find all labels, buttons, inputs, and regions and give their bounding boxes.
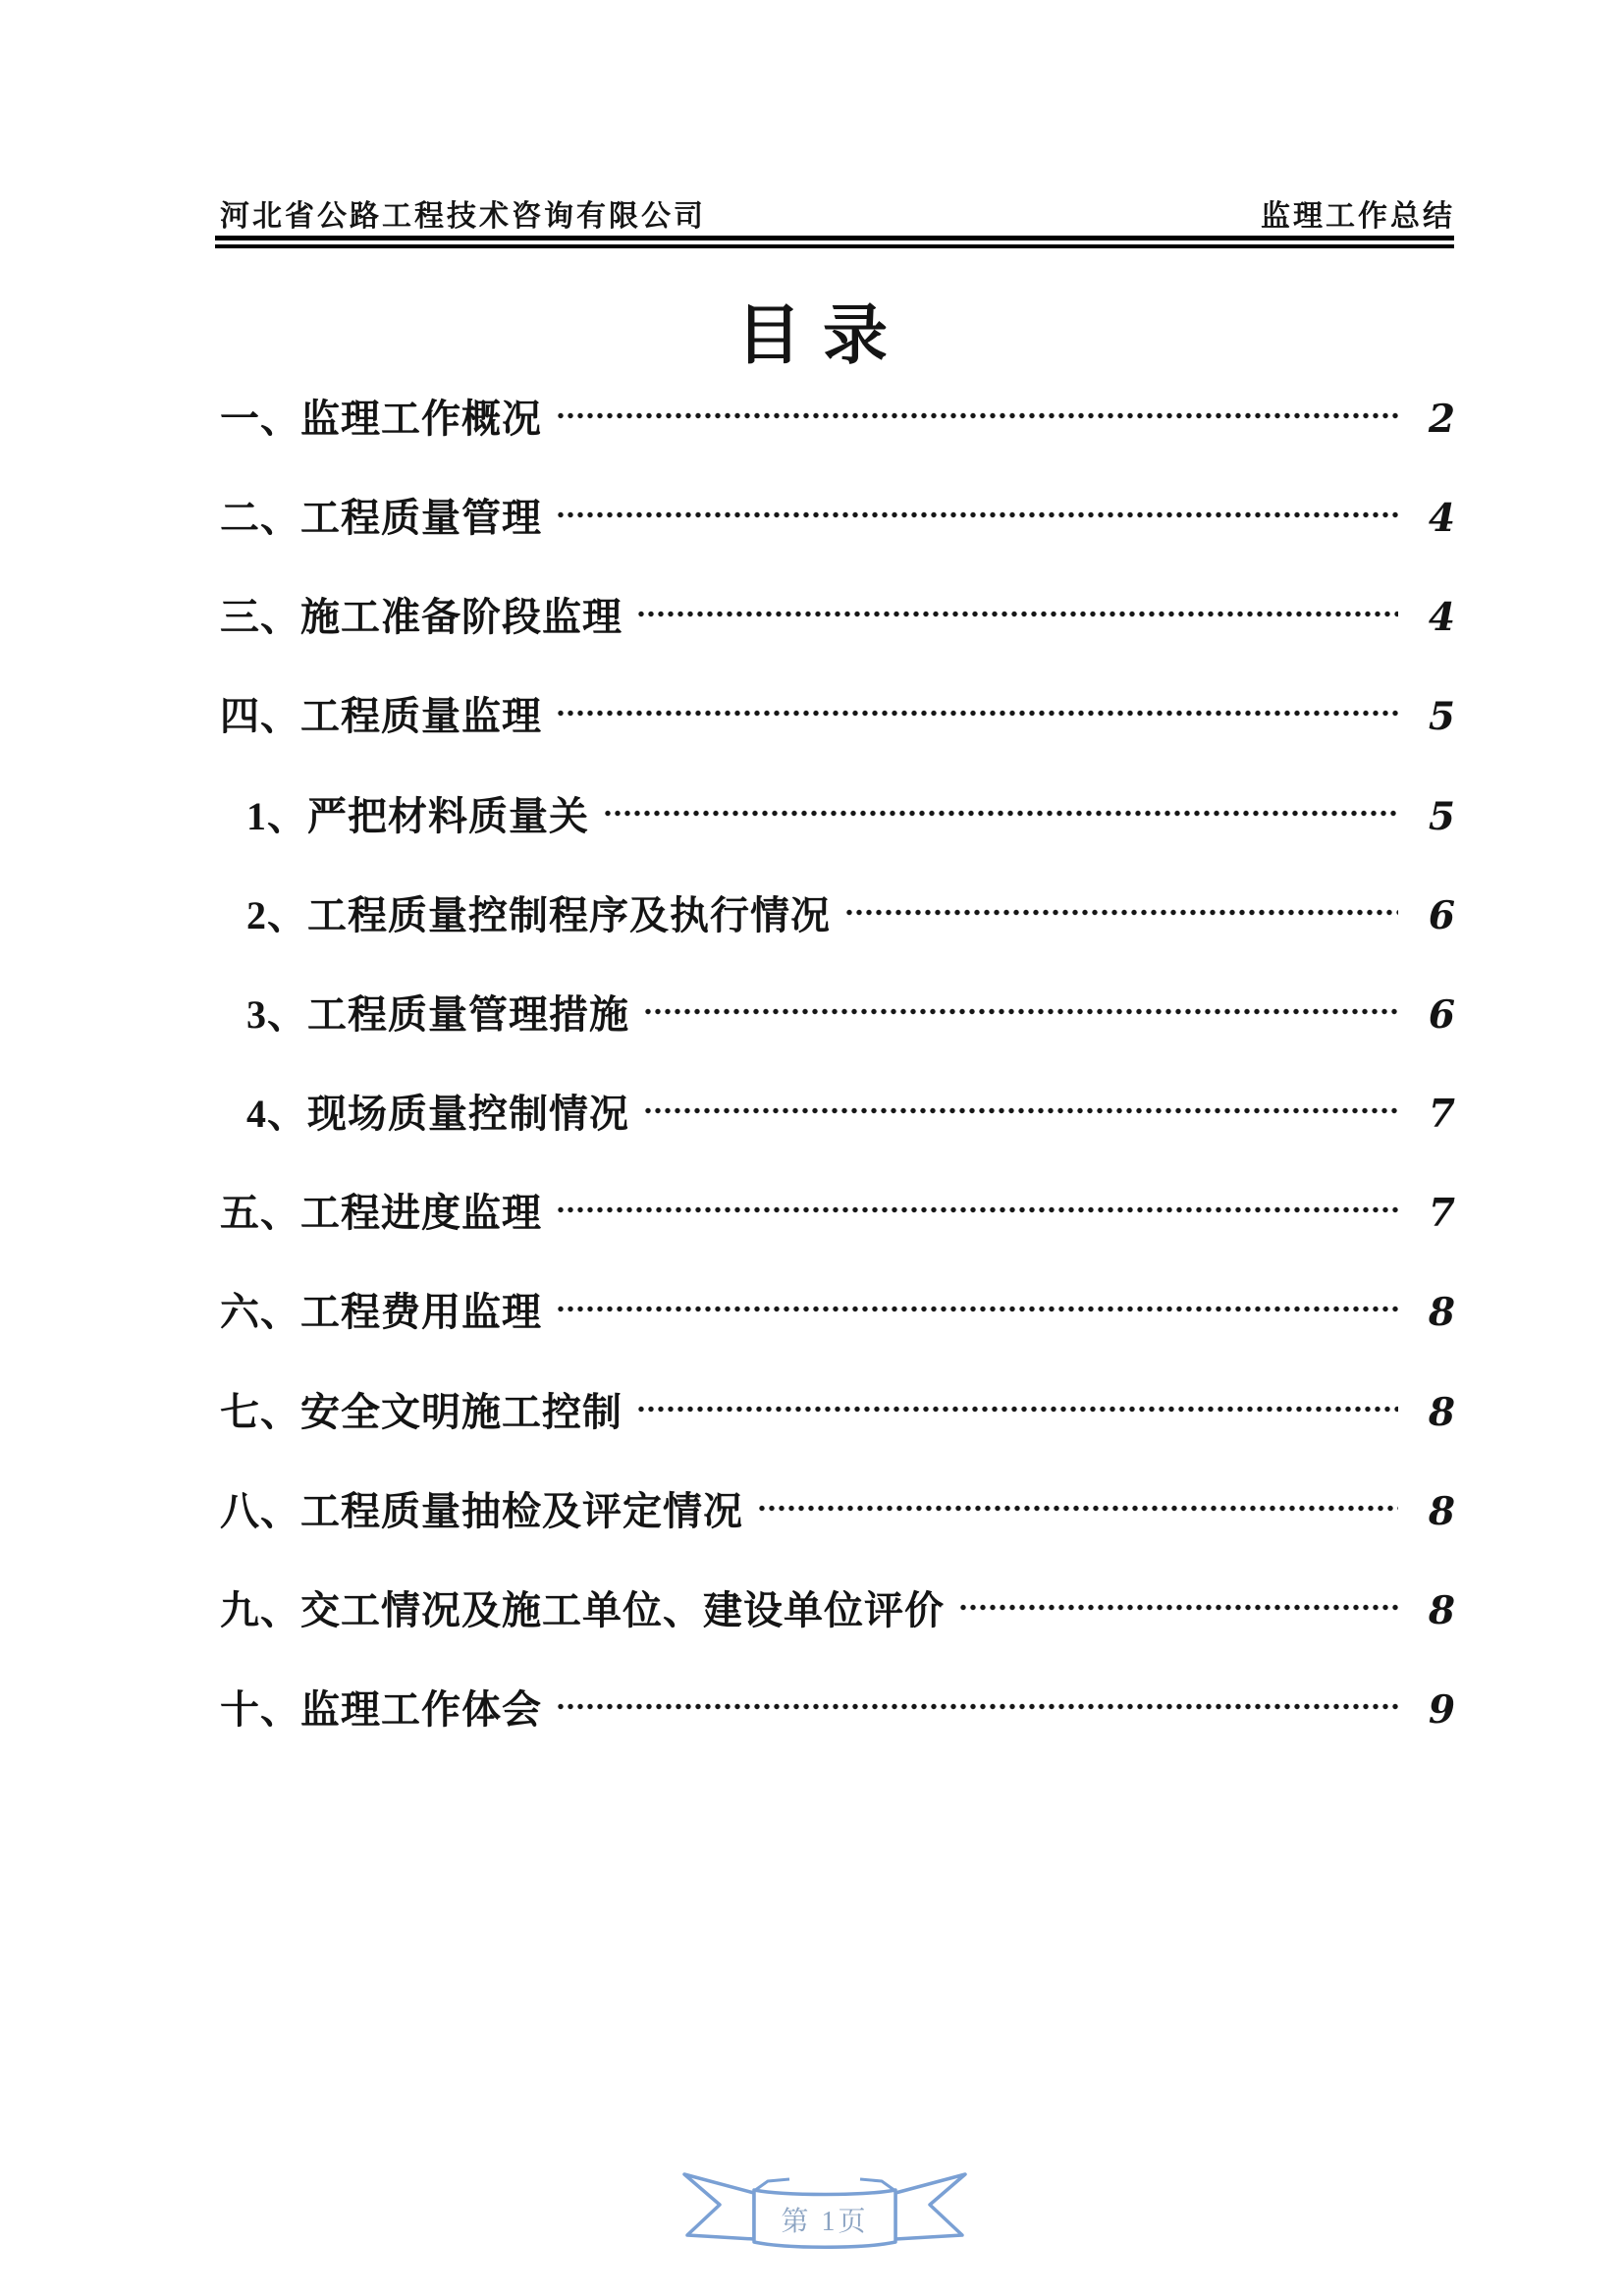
page-header [220,191,1455,235]
toc-entry-page: 7 [1428,1092,1455,1137]
ribbon-right-wing [895,2174,965,2239]
toc-entry-page: 6 [1428,893,1455,938]
page-title: 目录 [736,300,909,372]
toc-entry-page: 2 [1428,397,1455,442]
toc-entry-label: 1、严把材料质量关 [246,794,589,838]
toc-entry-page: 4 [1428,496,1455,541]
toc-entry-page: 8 [1428,1390,1455,1435]
dot-leader [556,510,1398,519]
dot-leader [757,1504,1398,1513]
toc-entry-page: 7 [1428,1191,1455,1236]
toc-entry-label: 八、工程质量抽检及评定情况 [220,1489,743,1533]
toc-entry-label: 六、工程费用监理 [220,1290,542,1334]
banner-ribbon-icon [677,2165,972,2254]
toc-entry-label: 4、现场质量控制情况 [246,1092,629,1136]
ribbon-left-wing [684,2174,754,2239]
dot-leader [556,1305,1398,1313]
toc-entry [220,388,1455,442]
dot-leader [844,908,1398,917]
toc-entry [220,1083,1455,1137]
toc-entry-label: 九、交工情况及施工单位、建设单位评价 [220,1588,945,1632]
toc-entry-page: 8 [1428,1588,1455,1633]
toc-entry-label: 三、施工准备阶段监理 [220,595,623,639]
toc-entry-label: 四、工程质量监理 [220,694,542,738]
dot-leader [636,1405,1398,1414]
toc-entry [220,1281,1455,1335]
dot-leader [556,1702,1398,1711]
toc-entry [220,1381,1455,1435]
toc-entry [220,1480,1455,1534]
toc-entry [220,1579,1455,1633]
dot-leader [556,411,1398,420]
toc-entry-label: 2、工程质量控制程序及执行情况 [246,893,831,937]
toc-entry [220,1679,1455,1733]
dot-leader [958,1603,1398,1612]
toc-entry-page: 8 [1428,1489,1455,1534]
toc-entry-page: 4 [1428,595,1455,640]
dot-leader [603,809,1398,818]
toc-entry-page: 8 [1428,1290,1455,1335]
toc-entry-label: 五、工程进度监理 [220,1191,542,1235]
toc-entry [220,1182,1455,1236]
toc-entry-page: 5 [1428,694,1455,739]
dot-leader [643,1007,1398,1016]
toc-entry [220,984,1455,1038]
dot-leader [556,709,1398,718]
toc-entry [220,884,1455,938]
toc-entry-page: 9 [1428,1687,1455,1733]
dot-leader [643,1106,1398,1115]
header-divider [215,236,1454,248]
toc-entry-page: 5 [1428,794,1455,839]
toc-entry [220,685,1455,739]
header-doc-type: 监理工作总结 [1261,200,1455,233]
toc-entry [220,785,1455,839]
toc-entry [220,586,1455,640]
ribbon-folds [754,2179,895,2191]
toc-list [220,388,1455,1782]
page-badge-label: 第 1页 [781,2207,869,2237]
toc-entry-label: 七、安全文明施工控制 [220,1390,623,1434]
dot-leader [636,610,1398,618]
header-company-name: 河北省公路工程技术咨询有限公司 [220,200,706,233]
toc-entry-label: 二、工程质量管理 [220,496,542,540]
page-badge-ribbon [677,2165,972,2254]
toc-entry [220,487,1455,541]
toc-entry-label: 十、监理工作体会 [220,1687,542,1732]
toc-entry-label: 一、监理工作概况 [220,397,542,441]
toc-entry-page: 6 [1428,992,1455,1038]
dot-leader [556,1205,1398,1214]
toc-entry-label: 3、工程质量管理措施 [246,992,629,1037]
